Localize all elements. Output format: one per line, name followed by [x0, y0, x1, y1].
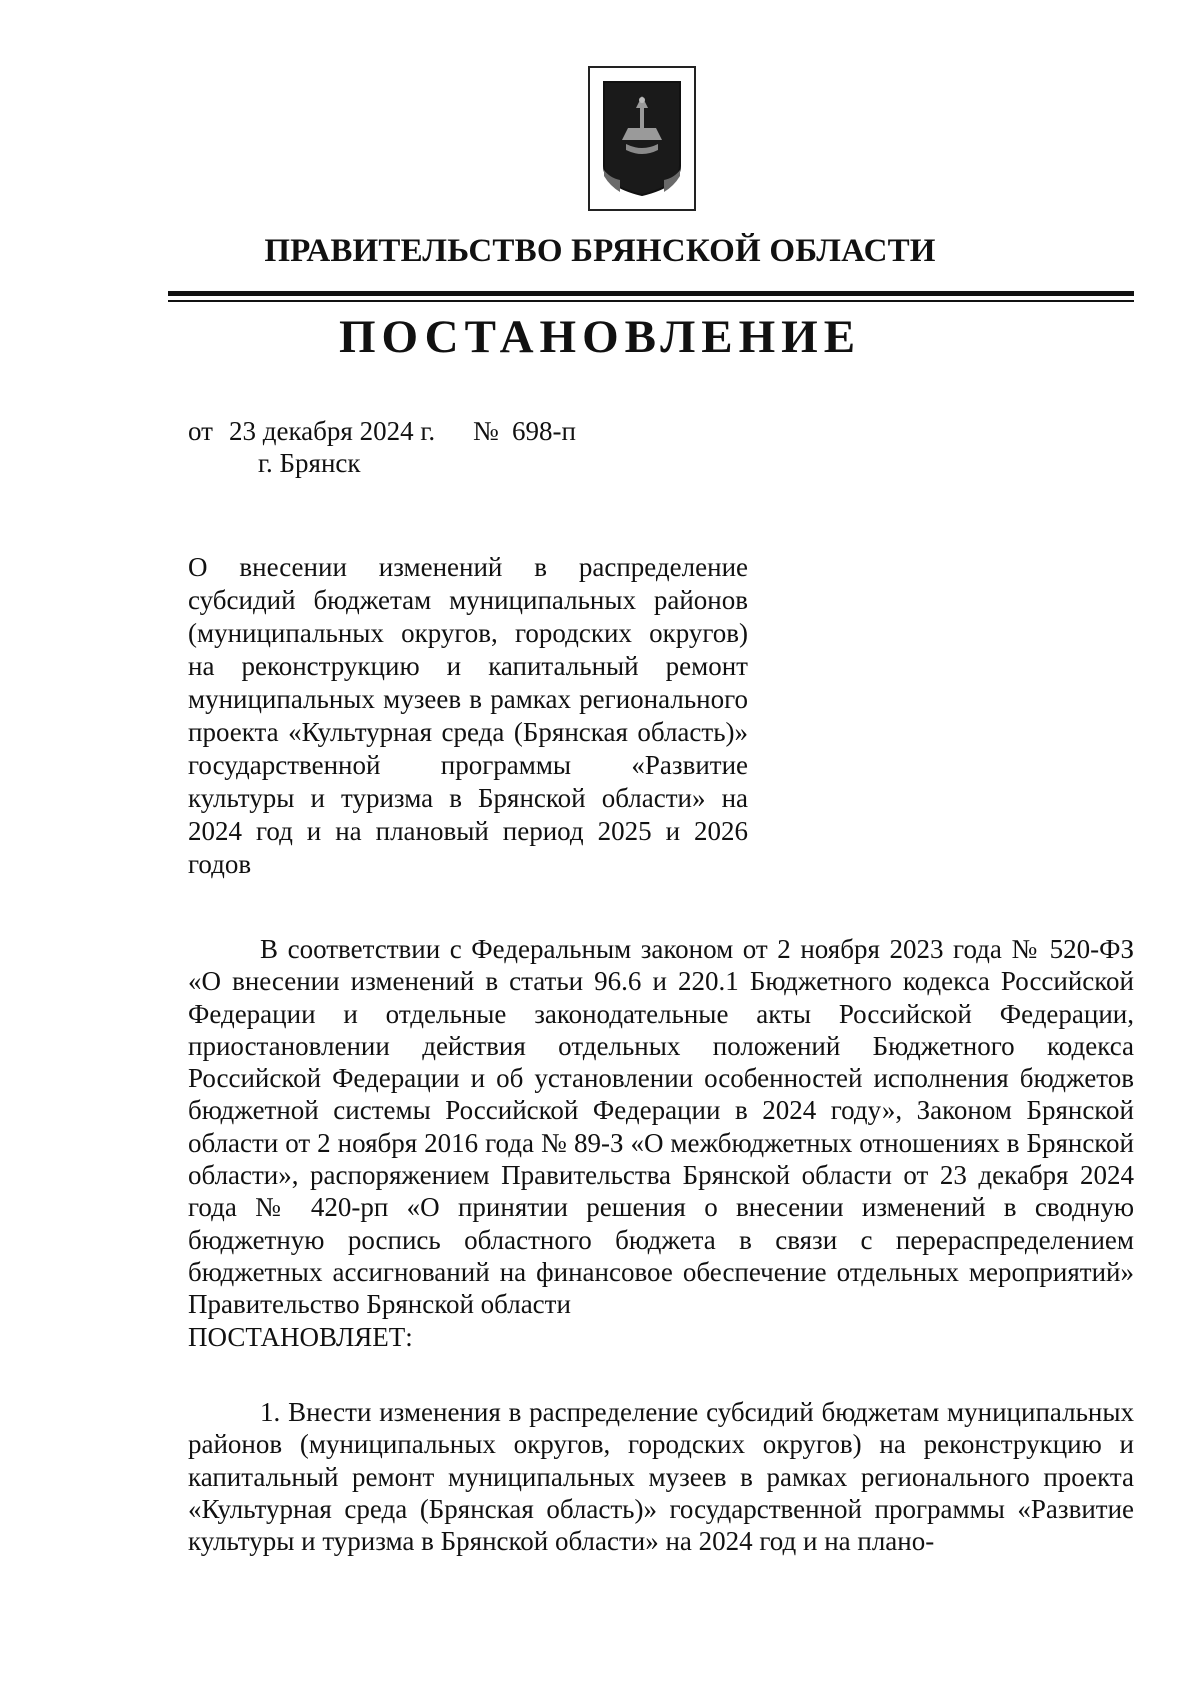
item-1 [188, 1396, 1134, 1557]
document-subject: О внесении изменений в распределение субсидий бюджетам муниципальных районов (муниципальных округов, городских округов) на реконструкцию и капитальный ремонт муниципальных музеев в рамках регионального проекта «Культурная среда (Брянская область)» государственной программы «Развитие культуры и туризма в Брянской области» на 2024 год и на плановый период 2025 и 2026 годов [188, 552, 748, 879]
document-body [188, 933, 1134, 1353]
header-divider-thick [168, 291, 1134, 296]
coat-of-arms [588, 66, 696, 211]
header-divider-thin [168, 300, 1134, 302]
document-number: 698-п [512, 416, 576, 446]
document-city: г. Брянск [258, 448, 361, 478]
date-prefix: от [188, 416, 213, 446]
coat-of-arms-icon [600, 78, 684, 199]
document-type-title: ПОСТАНОВЛЕНИЕ [338, 311, 862, 363]
organization-title: ПРАВИТЕЛЬСТВО БРЯНСКОЙ ОБЛАСТИ [264, 233, 936, 269]
preamble-paragraph: В соответствии с Федеральным законом от 2 ноября 2023 года № 520-ФЗ «О внесении изменений в статьи 96.6 и 220.1 Бюджетного кодекса Российской Федерации и отдельные законодательные акты Российской Федерации, приостановлении действия отдельных положений Бюджетного кодекса Российской Федерации и об установлении особенностей исполнения бюджетов бюджетной системы Российской Федерации в 2024 году», Законом Брянской области от 2 ноября 2016 года № 89-З «О межбюджетных отношениях в Брянской области», распоряжением Правительства Брянской области от 23 декабря 2024 года № 420-рп «О принятии решения о внесении изменений в сводную бюджетную роспись областного бюджета в связи с перераспределением бюджетных ассигнований на финансовое обеспечение отдельных мероприятий» Правительство Брянской области [188, 934, 1134, 1320]
decree-word: ПОСТАНОВЛЯЕТ: [188, 1321, 413, 1352]
document-date: 23 декабря 2024 г. [229, 416, 436, 446]
item-1-paragraph: 1. Внести изменения в распределение субсидий бюджетам муниципальных районов (муниципальных округов, городских округов) на реконструкцию и капитальный ремонт муниципальных музеев в рамках регионального проекта «Культурная среда (Брянская область)» государственной программы «Развитие культуры и туризма в Брянской области» на 2024 год и на плано- [188, 1397, 1134, 1557]
number-sign: № [473, 416, 499, 446]
